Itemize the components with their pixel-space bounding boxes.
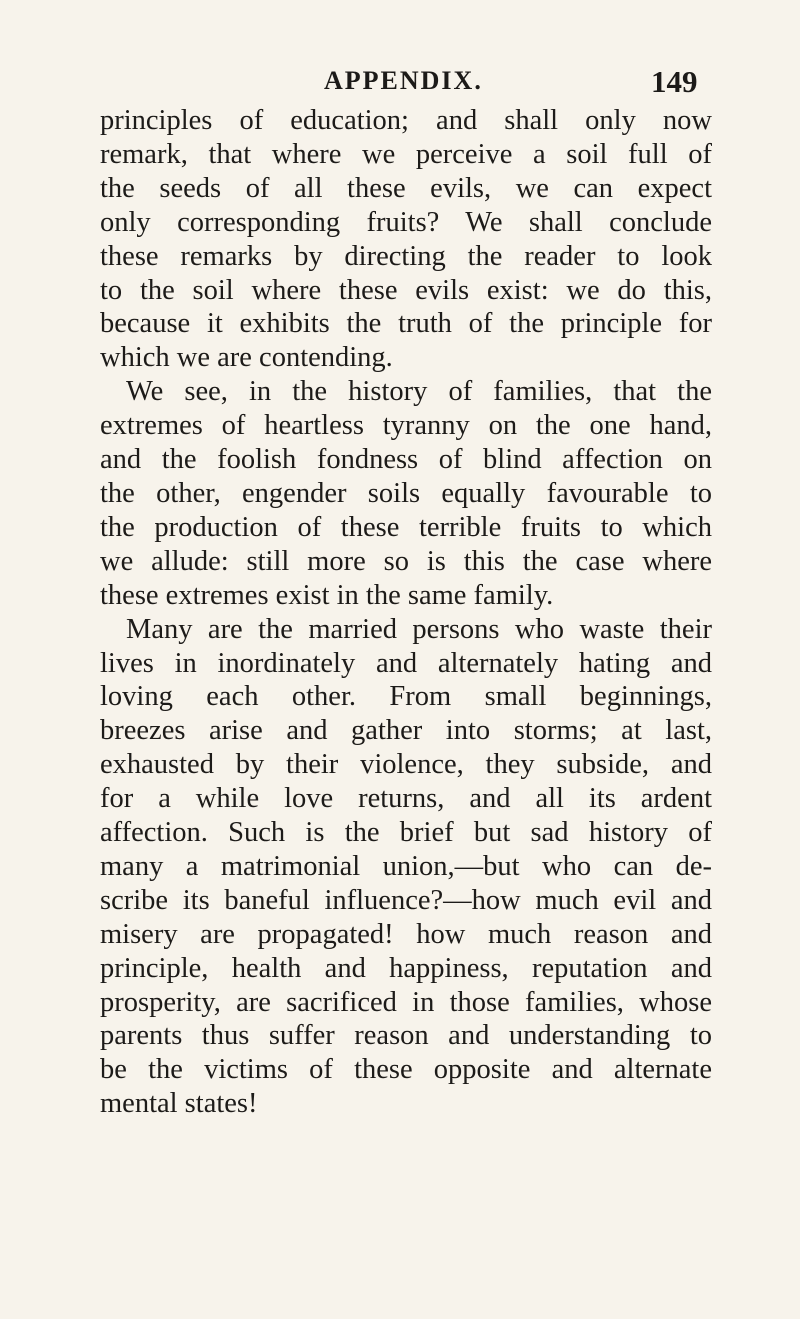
text-line: be the victims of these opposite and alternate — [100, 1054, 712, 1086]
text-line: only corresponding fruits? We shall conclude — [100, 206, 712, 238]
paragraph-2 — [100, 375, 712, 612]
text-line: mental states! — [100, 1088, 258, 1120]
text-line: for a while love returns, and all its ardent — [100, 783, 712, 815]
text-line: extremes of heartless tyranny on the one hand, — [100, 410, 712, 442]
page-number: 149 — [651, 64, 698, 99]
text-line: the seeds of all these evils, we can expect — [100, 172, 712, 204]
text-line: remark, that where we perceive a soil full of — [100, 138, 712, 170]
text-line: loving each other. From small beginnings, — [100, 681, 712, 713]
text-line: scribe its baneful influence?—how much evil and — [100, 884, 712, 916]
text-line: parents thus suffer reason and understanding to — [100, 1020, 712, 1052]
text-line: which we are contending. — [100, 342, 393, 374]
text-line: we allude: still more so is this the case where — [100, 545, 712, 577]
text-line: to the soil where these evils exist: we do this, — [100, 274, 712, 306]
text-line: the other, engender soils equally favourable to — [100, 477, 712, 509]
text-line: misery are propagated! how much reason and — [100, 918, 712, 950]
text-line: We see, in the history of families, that the — [126, 376, 712, 408]
text-line: lives in inordinately and alternately hating and — [100, 647, 712, 679]
text-line: exhausted by their violence, they subside, and — [100, 749, 712, 781]
text-line: many a matrimonial union,—but who can de- — [100, 850, 712, 882]
text-line: Many are the married persons who waste their — [126, 613, 712, 645]
text-line: and the foolish fondness of blind affection on — [100, 444, 712, 476]
running-head — [0, 66, 800, 100]
running-title: APPENDIX. — [324, 66, 483, 95]
text-line: affection. Such is the brief but sad history of — [100, 817, 712, 849]
text-line: principles of education; and shall only now — [100, 105, 712, 136]
text-line: principle, health and happiness, reputation and — [100, 952, 712, 984]
text-line: the production of these terrible fruits to which — [100, 511, 712, 543]
paragraph-1 — [100, 104, 712, 375]
text-line: because it exhibits the truth of the principle for — [100, 308, 712, 340]
paragraph-3 — [100, 613, 712, 1122]
text-line: prosperity, are sacrificed in those families, whose — [100, 986, 712, 1018]
body-text — [100, 104, 712, 1121]
text-line: these remarks by directing the reader to look — [100, 240, 712, 272]
text-line: these extremes exist in the same family. — [100, 579, 554, 611]
text-line: breezes arise and gather into storms; at last, — [100, 715, 712, 747]
